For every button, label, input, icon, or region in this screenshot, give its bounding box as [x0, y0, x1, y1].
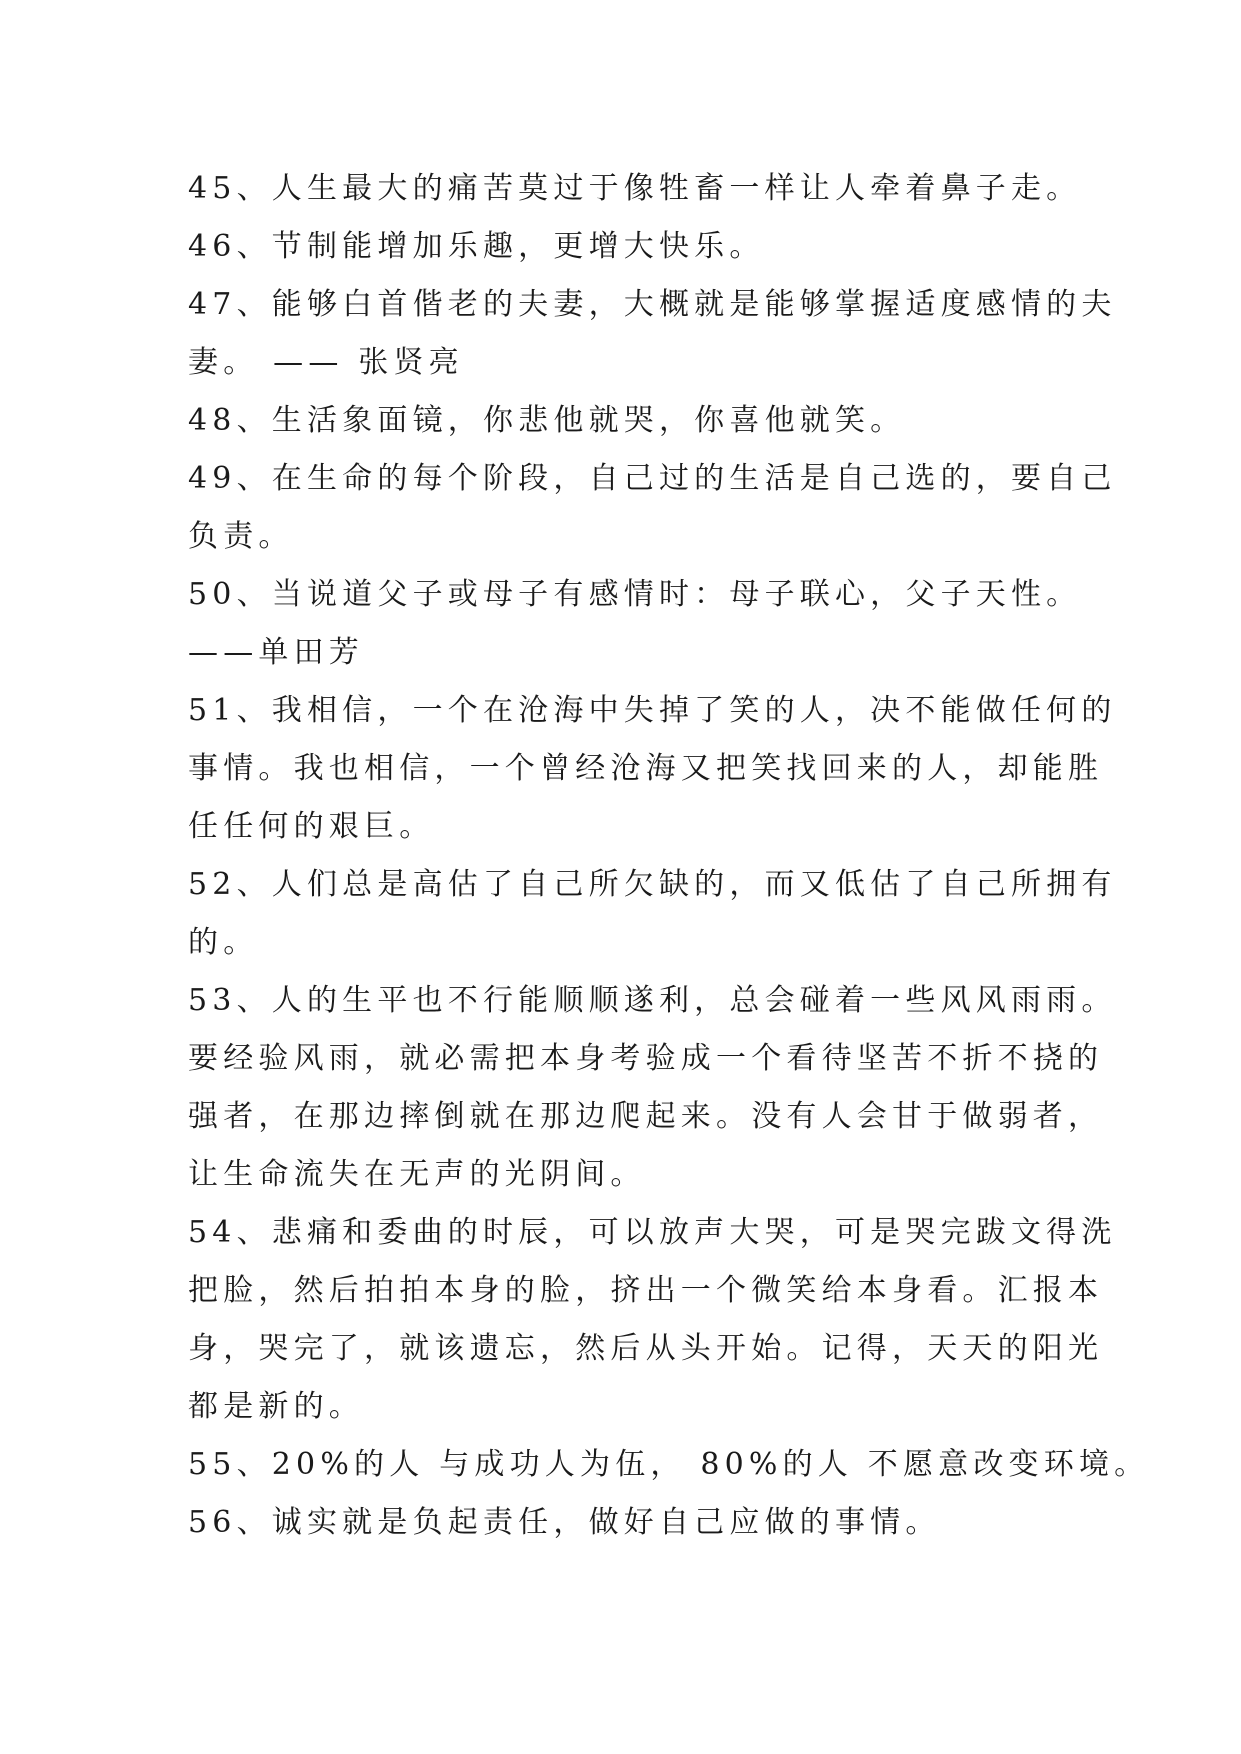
- text-line: 54、悲痛和委曲的时辰，可以放声大哭，可是哭完跋文得洗: [188, 1215, 1117, 1250]
- text-line: 48、生活象面镜，你悲他就哭，你喜他就笑。: [188, 403, 906, 438]
- text-line: ——单田芳: [188, 635, 364, 670]
- text-line: 事情。我也相信，一个曾经沧海又把笑找回来的人，却能胜: [188, 751, 1104, 786]
- text-line: 51、我相信，一个在沧海中失掉了笑的人，决不能做任何的: [188, 693, 1117, 728]
- text-line: 49、在生命的每个阶段，自己过的生活是自己选的，要自己: [188, 461, 1117, 496]
- document-page: [188, 160, 1150, 1552]
- text-line: 46、节制能增加乐趣，更增大快乐。: [188, 229, 765, 264]
- text-line: 45、人生最大的痛苦莫过于像牲畜一样让人牵着鼻子走。: [188, 171, 1082, 206]
- text-line: 身，哭完了，就该遗忘，然后从头开始。记得，天天的阳光: [188, 1331, 1104, 1366]
- text-line: 都是新的。: [188, 1389, 364, 1424]
- text-line: 任任何的艰巨。: [188, 809, 435, 844]
- text-line: 55、20%的人 与成功人为伍， 80%的人 不愿意改变环境。: [188, 1447, 1150, 1482]
- text-line: 的。: [188, 925, 259, 960]
- text-line: 要经验风雨，就必需把本身考验成一个看待坚苦不折不挠的: [188, 1041, 1104, 1076]
- text-line: 53、人的生平也不行能顺顺遂利，总会碰着一些风风雨雨。: [188, 983, 1117, 1018]
- text-line: 让生命流失在无声的光阴间。: [188, 1157, 646, 1192]
- text-line: 强者，在那边摔倒就在那边爬起来。没有人会甘于做弱者，: [188, 1099, 1104, 1134]
- text-line: 把脸，然后拍拍本身的脸，挤出一个微笑给本身看。汇报本: [188, 1273, 1104, 1308]
- text-line: 56、诚实就是负起责任，做好自己应做的事情。: [188, 1505, 941, 1540]
- text-line: 负责。: [188, 519, 294, 554]
- text-line: 52、人们总是高估了自己所欠缺的，而又低估了自己所拥有: [188, 867, 1117, 902]
- text-line: 50、当说道父子或母子有感情时：母子联心，父子天性。: [188, 577, 1082, 612]
- text-line: 47、能够白首偕老的夫妻，大概就是能够掌握适度感情的夫: [188, 287, 1117, 322]
- text-line: 妻。 —— 张贤亮: [188, 345, 464, 380]
